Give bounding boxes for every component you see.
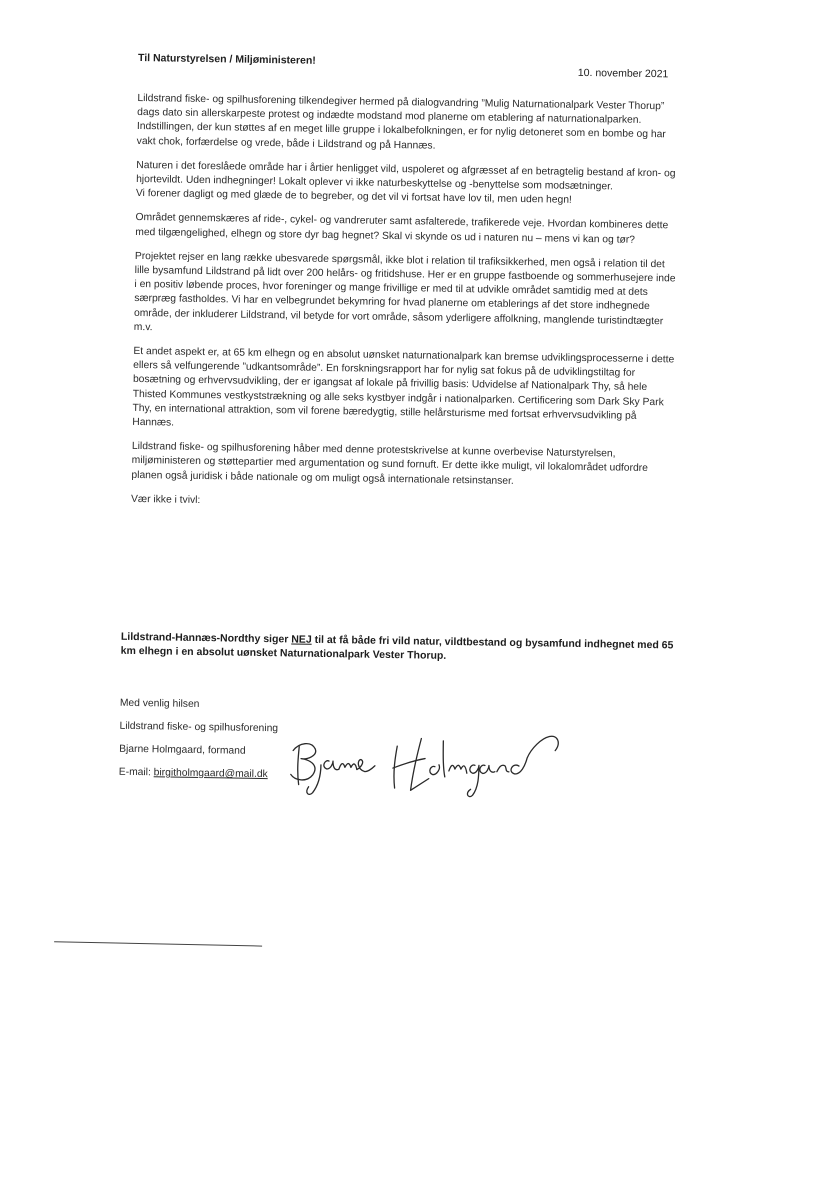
email-line (119, 767, 278, 792)
paragraph-7: Vær ikke i tvivl: (131, 493, 201, 506)
footer-divider (54, 941, 262, 946)
closing-rest: til at få både fri vild natur, vildtbestand og bysamfund indhegnet med 65 km elhegn i en absolut uønsket Naturnationalpark Vester Thorup. (120, 633, 674, 662)
paragraph-3: Området gennemskæres af ride-, cykel- og vandreruter samt asfalterede, trafikerede veje. Hvordan kombineres dette med tilgængelighed, elhegn og store dyr bag hegnet? Skal vi skynde os ud i naturen nu – mens vi kan og tør? (135, 212, 669, 246)
recipient-heading: Til Naturstyrelsen / Miljøministeren! (137, 51, 316, 67)
letter-body (131, 92, 683, 526)
handwritten-signature (284, 728, 575, 803)
paragraph-4: Projektet rejser en lang række ubesvarede spørgsmål, ikke blot i relation til trafiksikkerhed, men også i relation til det lille bysamfund Lildstrand på lidt over 200 helårs- og fritidshuse. Her er en gruppe fastboende og sommerhusejere inde i en positiv løbende proces, hvor foreninger og mange frivillige er med til at udvikle området samtidig med at dets særpræg fastholdes. Vi har en velbegrundet bekymring for hvad planerne om etablerings af det store indhegnede område, der inkluderer Lildstrand, vil betyde for vort område, såsom yderligere affolkning, manglende turistindtægter m.v. (133, 250, 676, 334)
paragraph-6: Lildstrand fiske- og spilhusforening håber med denne protestskrivelse at kunne overbevise Naturstyrelsen, miljøministeren og støttepartier med argumentation og sund fornuft. Er dette ikke muligt, vil lokalområdet udfordre planen også juridisk i både nationale og om muligt også internationale retsinstanser. (131, 441, 648, 487)
signer-name: Bjarne Holmgaard, formand (119, 743, 246, 757)
signoff-block (119, 698, 279, 792)
organization-name: Lildstrand fiske- og spilhusforening (119, 720, 279, 735)
greeting: Med venlig hilsen (119, 697, 200, 711)
paragraph-1b: Indstillingen, der kun støttes af en meget lille gruppe i lokalbefolkningen, er for nylig detoneret som en bombe og har vakt chok, forfærdelse og vrede, både i Lildstrand og på Hannæs. (136, 121, 666, 152)
paragraph-2: Naturen i det foreslåede område har i årtier henligget vild, uspoleret og afgræsset af en betragtelig bestand af kron- og hjortevildt. Uden indhegninger! Lokalt oplever vi ikke naturbeskyttelse og -benyttelse som modsætninger. (136, 159, 676, 193)
email-link[interactable]: birgitholmgaard@mail.dk (153, 767, 268, 781)
paragraph-1: Lildstrand fiske- og spilhusforening tilkendegiver hermed på dialogvandring ”Mulig Naturnationalpark Vester Thorup” dags dato sin allerskarpeste protest og indædte modstand mod planerne om etablering af naturnationalparken. (137, 92, 665, 127)
paragraph-2b: Vi forener dagligt og med glæde de to begreber, og det vil vi fortsat have lov til, men uden hegn! (135, 188, 572, 207)
closing-lead: Lildstrand-Hannæs-Nordthy siger (120, 630, 292, 646)
paragraph-5: Et andet aspekt er, at 65 km elhegn og en absolut uønsket naturnationalpark kan bremse udviklingsprocesserne i dette ellers så velfungerende ”udkantsområde”. En forskningsrapport har for nylig sat fokus på de udviklingstiltag for bosætning og erhvervsudvikling, der er igangsat af lokale på frivillig basis: Udvidelse af Nationalpark Thy, så hele Thisted Kommunes vestkyststrækning og alle seks kystbyer indgår i nationalparken. Certificering som Dark Sky Park Thy, en international attraktion, som vil forene bæredygtig, stille helårsturisme med fortsat erhvervsudvikling på Hannæs. (132, 345, 675, 429)
closing-nej: NEJ (291, 633, 312, 646)
email-label: E-mail: (118, 766, 154, 779)
letter-date: 10. november 2021 (577, 66, 669, 81)
closing-statement (121, 630, 681, 667)
